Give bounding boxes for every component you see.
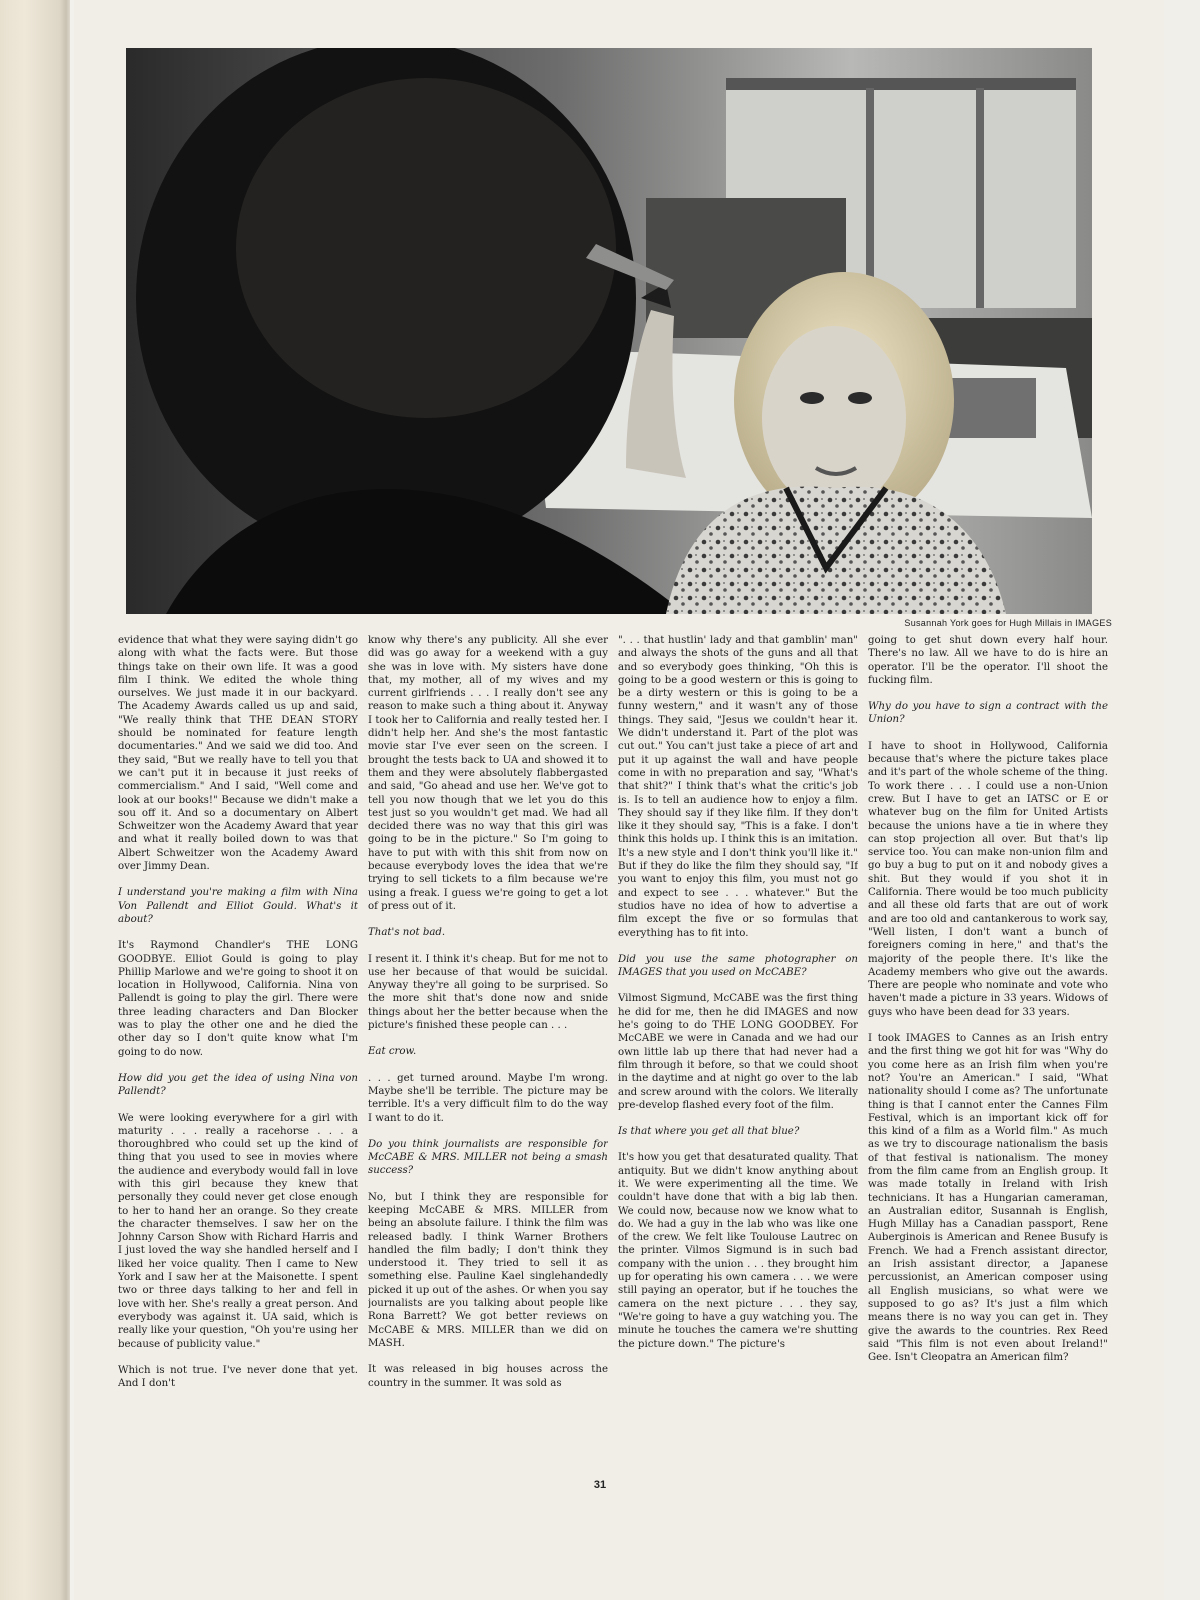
film-still-illustration <box>126 48 1092 614</box>
page-number: 31 <box>593 1479 607 1491</box>
interview-question: Do you think journalists are responsible for McCABE & MRS. MILLER not being a smash success? <box>368 1138 608 1177</box>
interview-answer: ". . . that hustlin' lady and that gamblin' man" and always the shots of the guns and all that and so everybody goes thinking, "Oh this is going to be a good western or this is going to be a dirty western or this is going to be a funny western," and it wasn't any of those things. They said, "Jesus we couldn't hear it. We didn't understand it. Part of the plot was cut out." You can't just take a piece of art and put it up against the wall and have people come in with no preparation and say, "What's that shit?" I think that's what the critic's job is. Is to tell an audience how to enjoy a film. They should say if they like film. If they don't like it they should say, "This is a fake. I don't think this holds up. I think this is an imitation. It's a new style and I don't think you'll like it." But if they do like the film they should say, "If you want to enjoy this film, you must not go and expect to see . . . whatever." But the studios have no idea of how to advertise a film except the five or so formulas that everything has to fit into. <box>618 635 858 939</box>
interview-answer: It's Raymond Chandler's THE LONG GOODBYE. Elliot Gould is going to play Phillip Marlowe and we're going to shoot it on location in Hollywood, California. Nina von Pallendt is going to play the girl. There were three leading characters and Dan Blocker was to play the other one and he died the other day so I don't quite know what I'm going to do now. <box>118 940 358 1058</box>
interview-question: That's not bad. <box>368 927 446 939</box>
interview-answer: It was released in big houses across the country in the summer. It was sold as <box>368 1364 608 1389</box>
photo-caption: Susannah York goes for Hugh Millais in IMAGES <box>904 618 1112 628</box>
interview-answer: know why there's any publicity. All she ever did was go away for a weekend with a guy she was in love with. My sisters have done that, my mother, all of my wives and my current girlfriends . . . I really don't see any reason to make such a thing about it. Anyway I took her to California and really tested her. I didn't help her. And she's the most fantastic movie star I've ever seen on the screen. I brought the tests back to UA and showed it to them and they were absolutely flabbergasted and said, "Go ahead and use her. We've got to tell you now though that we let you do this test just so you wouldn't get mad. We had all decided there was no way that this girl was going to be in the picture." So I'm going to have to put with with this shit from now on because everybody loves the idea that we're trying to sell tickets to a film because we're using a freak. I guess we're going to get a lot of press out of it. <box>368 635 608 912</box>
article-column-1 <box>118 634 358 1480</box>
interview-answer: . . . get turned around. Maybe I'm wrong. Maybe she'll be terrible. The picture may be terrible. It's a very difficult film to do the way I want to do it. <box>368 1072 608 1124</box>
article-column-3 <box>618 634 858 1480</box>
article-body <box>118 634 1108 1480</box>
interview-answer: Which is not true. I've never done that yet. And I don't <box>118 1364 358 1390</box>
interview-answer: I took IMAGES to Cannes as an Irish entry and the first thing we got hit for was "Why do you come here as an Irish film when you're not? You're an American." I said, "What nationality should I come as? The unfortunate thing is that I cannot enter the Cannes Film Festival, which is an important kick off for this kind of a film as a World film." As much as we try to discourage nationalism the basis of that festival is nationalism. The money from the film came from an English group. It was made totally in Ireland with Irish technicians. It has a Hungarian cameraman, an Australian editor, Susannah is English, Hugh Millay has a Canadian passport, Rene Auberginois is American and Renee Busufy is French. We had a French assistant director, an Irish assistant director, a Japanese percussionist, an American composer using all English musicians, so what were we supposed to go as? It's just a film which means there is no way you can get in. They give the awards to the countries. Rex Reed said "This film is not even about Ireland!" Gee. Isn't Cleopatra an American film? <box>868 1033 1108 1364</box>
interview-answer: I resent it. I think it's cheap. But for me not to use her because of that would be suicidal. Anyway they're all going to be surprised. So the more shit that's done now and snide things about her the better because when the picture's finished these people can . . . <box>368 953 608 1032</box>
interview-question: Did you use the same photographer on IMAGES that you used on McCABE? <box>618 953 858 979</box>
article-column-4 <box>868 634 1108 1480</box>
interview-answer: We were looking everywhere for a girl with maturity . . . really a racehorse . . . a thoroughbred who could set up the kind of thing that you used to see in movies where the audience and everybody would fall in love with this girl because they knew that personally they could never get close enough to her to hand her an orange. So they create the character themselves. I saw her on the Johnny Carson Show with Richard Harris and I just loved the way she handled herself and I liked her voice quality. Then I came to New York and I saw her at the Maisonette. I spent two or three days talking to her and fell in love with her. She's really a great person. And everybody was against it. UA said, which is really like your question, "Oh you're using her because of publicity value." <box>118 1112 358 1350</box>
interview-answer: going to get shut down every half hour. There's no law. All we have to do is hire an operator. I'll be the operator. I'll shoot the fucking film. <box>868 635 1108 686</box>
interview-answer: evidence that what they were saying didn't go along with what the facts were. But those things take on their own life. It was a good film I think. We edited the whole thing ourselves. We just made it in our backyard. The Academy Awards called us up and said, "We really think that THE DEAN STORY should be nominated for feature length documentaries." And we said we did too. And they said, "But we really have to tell you that we can't put it in because it just reeks of commercialism." And I said, "Well come and look at our books!" Because we didn't make a sou off it. And so a documentary on Albert Schweitzer won the Academy Award that year and what it really boiled down to was that Albert Schweitzer won the Academy Award over Jimmy Dean. <box>118 635 358 873</box>
interview-question: Is that where you get all that blue? <box>618 1126 800 1138</box>
previous-page-edge <box>0 0 70 1600</box>
film-still-photo <box>126 48 1092 614</box>
interview-answer: Vilmost Sigmund, McCABE was the first thing he did for me, then he did IMAGES and now he's going to do THE LONG GOODBEY. For McCABE we were in Canada and we had our own little lab up there that had never had a film through it before, so that we could shoot in the daytime and at night go over to the lab and screw around with the colors. We literally pre-develop flashed every foot of the film. <box>618 993 858 1111</box>
interview-answer: No, but I think they are responsible for keeping McCABE & MRS. MILLER from being an absolute failure. I think the film was released badly. I think Warner Brothers handled the film badly; I don't think they understood it. They tried to sell it as something else. Pauline Kael singlehandedly picked it up out of the ashes. Or when you say journalists are you talking about people like Rona Barrett? We got better reviews on McCABE & MRS. MILLER than we did on MASH. <box>368 1191 608 1349</box>
interview-question: Why do you have to sign a contract with the Union? <box>868 701 1108 726</box>
interview-question: How did you get the idea of using Nina von Pallendt? <box>118 1072 358 1098</box>
interview-question: I understand you're making a film with Nina Von Pallendt and Elliot Gould. What's it about? <box>118 887 358 925</box>
interview-answer: It's how you get that desaturated quality. That antiquity. But we didn't know anything about it. We were experimenting all the time. We couldn't have done that with a big lab then. We could now, because now we know what to do. We had a guy in the lab who was like one of the crew. We felt like Toulouse Lautrec on the printer. Vilmos Sigmund is in such bad company with the union . . . they brought him up for operating his own camera . . . we were still paying an operator, but if he touches the camera on the next picture . . . they say, "We're going to have a guy watching you. The minute he touches the camera we're shutting the picture down." The picture's <box>618 1152 858 1350</box>
article-column-2 <box>368 634 608 1480</box>
interview-question: Eat crow. <box>368 1046 417 1058</box>
interview-answer: I have to shoot in Hollywood, California because that's where the picture takes place and it's part of the whole scheme of the thing. To work there . . . I could use a non-Union crew. But I have to get an IATSC or E or whatever bug on the film for United Artists because the unions have a tie in where they can stop projection all over. But that's lip service too. You can make non-union film and go buy a bug to put on it and nobody gives a shit. But they would if you shot it in California. There would be too much publicity and all these old farts that are out of work and are too old and cantankerous to work say, "Well listen, I don't want a bunch of foreigners coming in here," and that's the majority of the people there. It's like the Academy members who give out the awards. There are people who nominate and vote who haven't made a picture in 33 years. Widows of guys who have been dead for 33 years. <box>868 740 1108 1018</box>
